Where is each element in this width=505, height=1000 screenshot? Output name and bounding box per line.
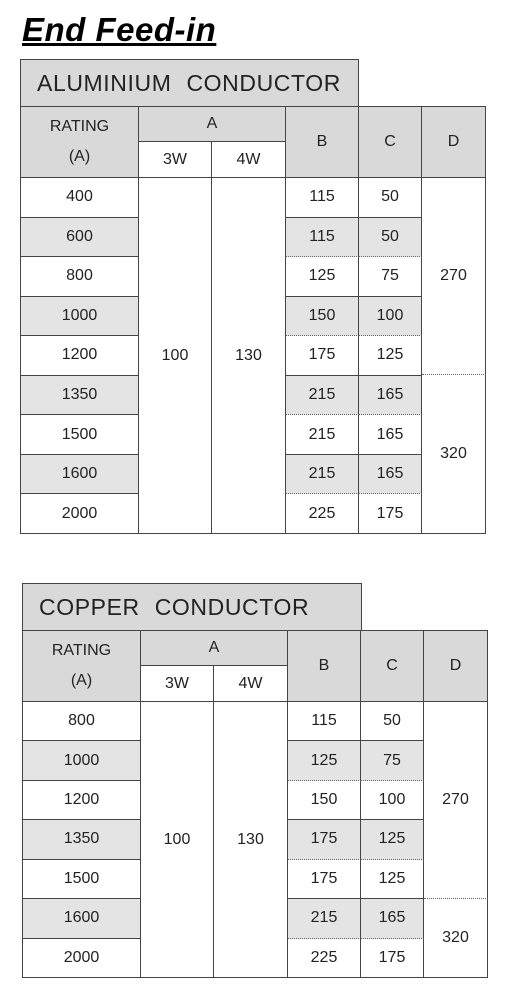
d-value-group-1: 270 bbox=[424, 702, 488, 899]
a-4w-value: 130 bbox=[214, 702, 288, 978]
aluminium-banner: ALUMINIUM CONDUCTOR bbox=[20, 59, 359, 107]
rating-cell: 1200 bbox=[20, 336, 139, 376]
rating-cell: 600 bbox=[20, 218, 139, 258]
rating-header bbox=[22, 630, 141, 702]
c-cell: 175 bbox=[359, 494, 422, 534]
rating-cell: 1000 bbox=[22, 741, 141, 780]
c-cell: 125 bbox=[359, 336, 422, 376]
rating-cell: 400 bbox=[20, 178, 139, 218]
rating-header bbox=[20, 106, 139, 178]
rating-cell: 1350 bbox=[20, 376, 139, 416]
a-3w-value: 100 bbox=[139, 178, 212, 534]
b-cell: 215 bbox=[286, 376, 359, 416]
rating-cell: 1200 bbox=[22, 781, 141, 820]
rating-cell: 1000 bbox=[20, 297, 139, 337]
c-cell: 165 bbox=[359, 415, 422, 455]
c-header: C bbox=[361, 630, 424, 702]
rating-header-label: RATING bbox=[51, 642, 112, 659]
b-cell: 175 bbox=[286, 336, 359, 376]
rating-header-unit: (A) bbox=[68, 148, 91, 165]
c-cell: 175 bbox=[361, 939, 424, 978]
c-cell: 125 bbox=[361, 860, 424, 899]
c-cell: 50 bbox=[359, 178, 422, 218]
a-3w-header: 3W bbox=[141, 666, 214, 702]
b-cell: 215 bbox=[286, 455, 359, 495]
b-cell: 115 bbox=[288, 702, 361, 741]
c-cell: 165 bbox=[361, 899, 424, 938]
a-3w-value: 100 bbox=[141, 702, 214, 978]
d-header: D bbox=[424, 630, 488, 702]
rating-header-unit: (A) bbox=[70, 672, 93, 689]
rating-cell: 1350 bbox=[22, 820, 141, 859]
b-header: B bbox=[288, 630, 361, 702]
copper-banner: COPPER CONDUCTOR bbox=[22, 583, 362, 631]
c-cell: 165 bbox=[359, 376, 422, 416]
b-cell: 125 bbox=[286, 257, 359, 297]
b-cell: 115 bbox=[286, 178, 359, 218]
b-cell: 215 bbox=[288, 899, 361, 938]
rating-header-label: RATING bbox=[49, 118, 110, 135]
a-header: A bbox=[139, 106, 286, 142]
b-cell: 125 bbox=[288, 741, 361, 780]
a-4w-header: 4W bbox=[214, 666, 288, 702]
b-cell: 225 bbox=[288, 939, 361, 978]
c-cell: 125 bbox=[361, 820, 424, 859]
c-header: C bbox=[359, 106, 422, 178]
rating-cell: 1500 bbox=[20, 415, 139, 455]
a-3w-header: 3W bbox=[139, 142, 212, 178]
d-value-group-1: 270 bbox=[422, 178, 486, 375]
c-cell: 75 bbox=[361, 741, 424, 780]
b-cell: 115 bbox=[286, 218, 359, 258]
b-cell: 175 bbox=[288, 860, 361, 899]
b-cell: 225 bbox=[286, 494, 359, 534]
page-title: End Feed-in bbox=[22, 11, 217, 48]
c-cell: 100 bbox=[361, 781, 424, 820]
c-cell: 75 bbox=[359, 257, 422, 297]
a-header: A bbox=[141, 630, 288, 666]
b-cell: 150 bbox=[288, 781, 361, 820]
b-header: B bbox=[286, 106, 359, 178]
d-header: D bbox=[422, 106, 486, 178]
rating-cell: 2000 bbox=[22, 939, 141, 978]
b-cell: 150 bbox=[286, 297, 359, 337]
rating-cell: 2000 bbox=[20, 494, 139, 534]
b-cell: 215 bbox=[286, 415, 359, 455]
rating-cell: 1600 bbox=[22, 899, 141, 938]
c-cell: 165 bbox=[359, 455, 422, 495]
d-value-group-2: 320 bbox=[422, 375, 486, 534]
rating-cell: 800 bbox=[20, 257, 139, 297]
b-cell: 175 bbox=[288, 820, 361, 859]
a-4w-header: 4W bbox=[212, 142, 286, 178]
d-value-group-2: 320 bbox=[424, 899, 488, 978]
c-cell: 50 bbox=[361, 702, 424, 741]
rating-cell: 1500 bbox=[22, 860, 141, 899]
rating-cell: 1600 bbox=[20, 455, 139, 495]
a-4w-value: 130 bbox=[212, 178, 286, 534]
c-cell: 50 bbox=[359, 218, 422, 258]
rating-cell: 800 bbox=[22, 702, 141, 741]
c-cell: 100 bbox=[359, 297, 422, 337]
